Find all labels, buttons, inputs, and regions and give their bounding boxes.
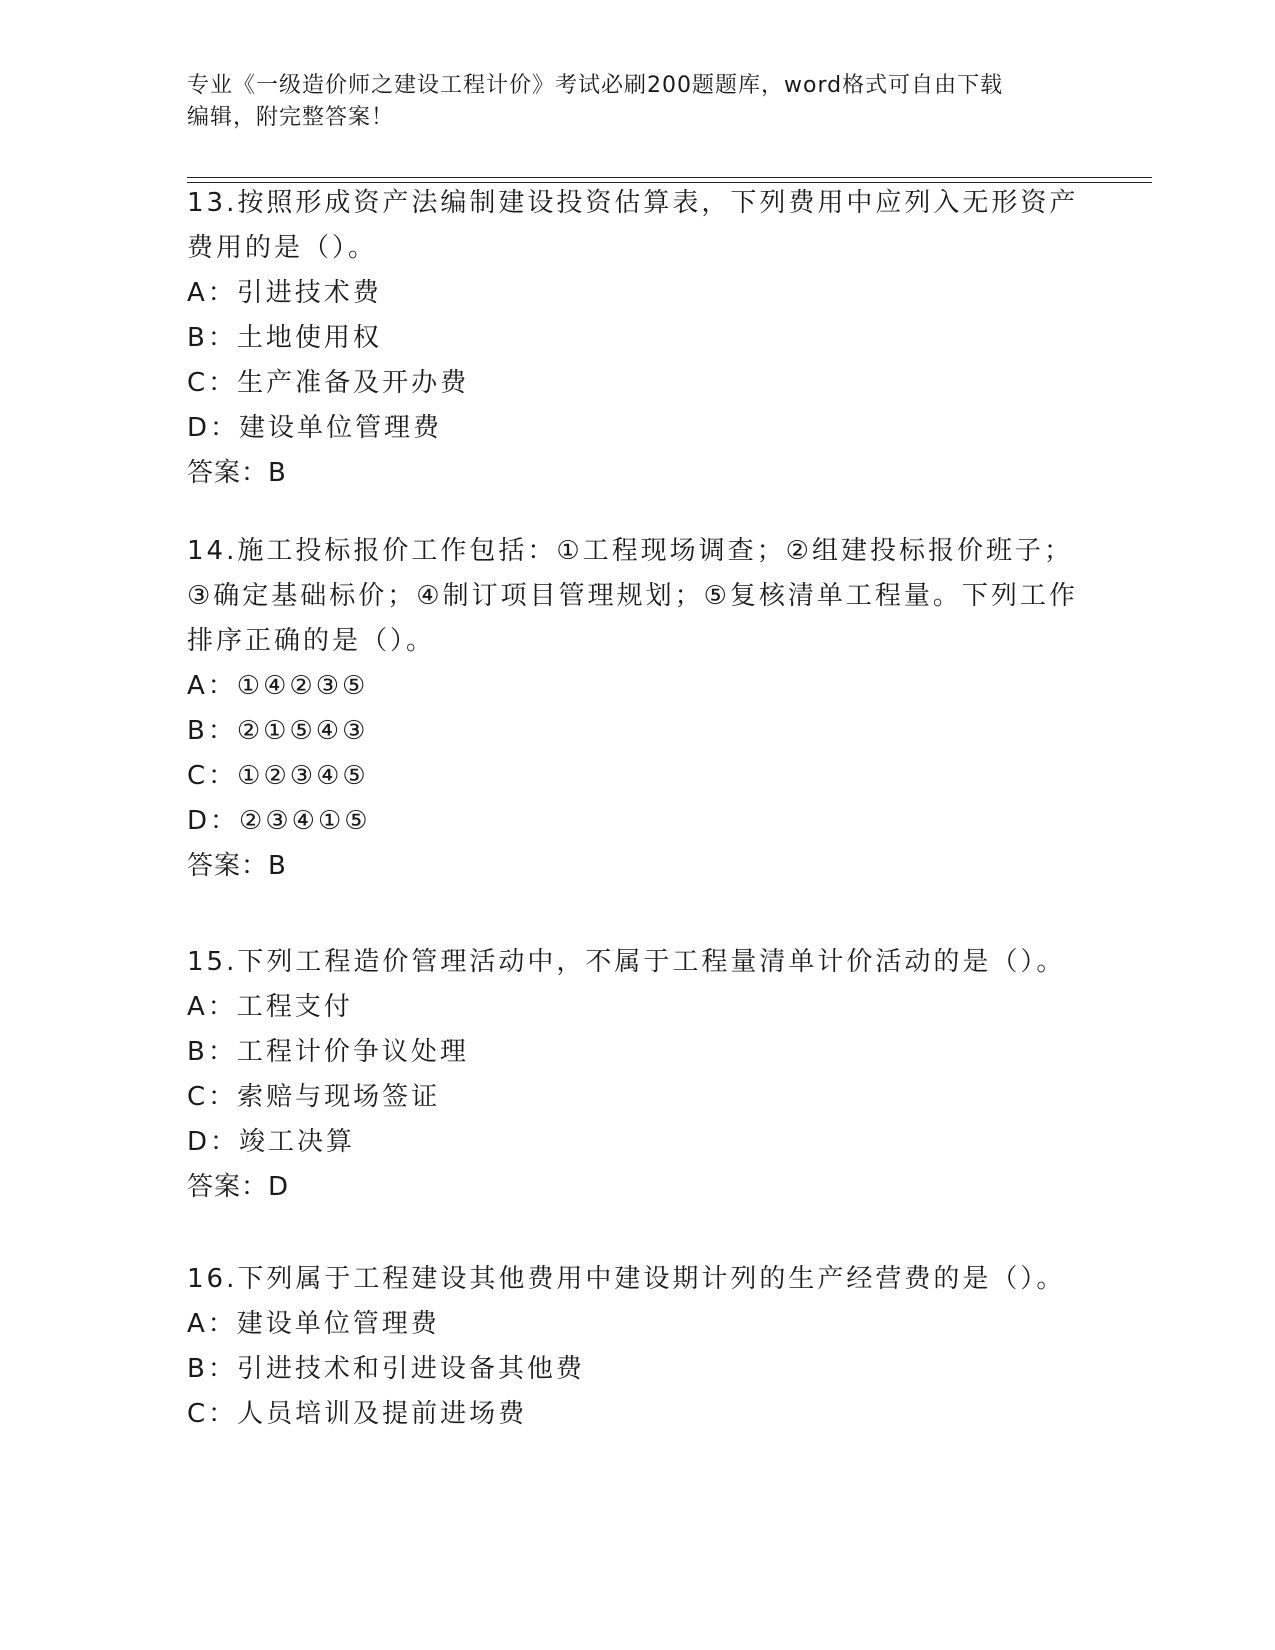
question-15	[187, 940, 1087, 1210]
option-a: A：①④②③⑤	[187, 671, 369, 701]
question-14	[187, 529, 1087, 889]
header-line-2: 编辑，附完整答案！	[187, 105, 395, 130]
option-d: D：②③④①⑤	[187, 806, 371, 836]
option-c: C：人员培训及提前进场费	[187, 1399, 528, 1429]
answer: 答案：B	[187, 458, 287, 488]
document-header	[187, 70, 1067, 134]
option-a: A：工程支付	[187, 992, 353, 1022]
answer: 答案：B	[187, 851, 287, 881]
option-d: D：竣工决算	[187, 1127, 356, 1157]
option-b: B：引进技术和引进设备其他费	[187, 1354, 585, 1384]
question-stem: 16.下列属于工程建设其他费用中建设期计列的生产经营费的是（）。	[187, 1264, 1066, 1294]
option-c: C：生产准备及开办费	[187, 368, 470, 398]
option-c: C：索赔与现场签证	[187, 1082, 441, 1112]
option-d: D：建设单位管理费	[187, 413, 443, 443]
question-stem: 14.施工投标报价工作包括：①工程现场调查；②组建投标报价班子；③确定基础标价；④制订项目管理规划；⑤复核清单工程量。下列工作排序正确的是（）。	[187, 536, 1078, 656]
header-divider-top	[187, 177, 1152, 178]
header-line-1: 专业《一级造价师之建设工程计价》考试必刷200题题库，word格式可自由下载	[187, 73, 1004, 98]
option-a: A：建设单位管理费	[187, 1309, 440, 1339]
question-13	[187, 181, 1087, 496]
option-a: A：引进技术费	[187, 278, 382, 308]
question-stem: 15.下列工程造价管理活动中，不属于工程量清单计价活动的是（）。	[187, 947, 1066, 977]
question-16	[187, 1257, 1087, 1437]
option-b: B：工程计价争议处理	[187, 1037, 469, 1067]
option-b: B：②①⑤④③	[187, 716, 369, 746]
answer: 答案：D	[187, 1172, 290, 1202]
option-b: B：土地使用权	[187, 323, 382, 353]
option-c: C：①②③④⑤	[187, 761, 369, 791]
question-stem: 13.按照形成资产法编制建设投资估算表，下列费用中应列入无形资产费用的是（）。	[187, 188, 1079, 263]
